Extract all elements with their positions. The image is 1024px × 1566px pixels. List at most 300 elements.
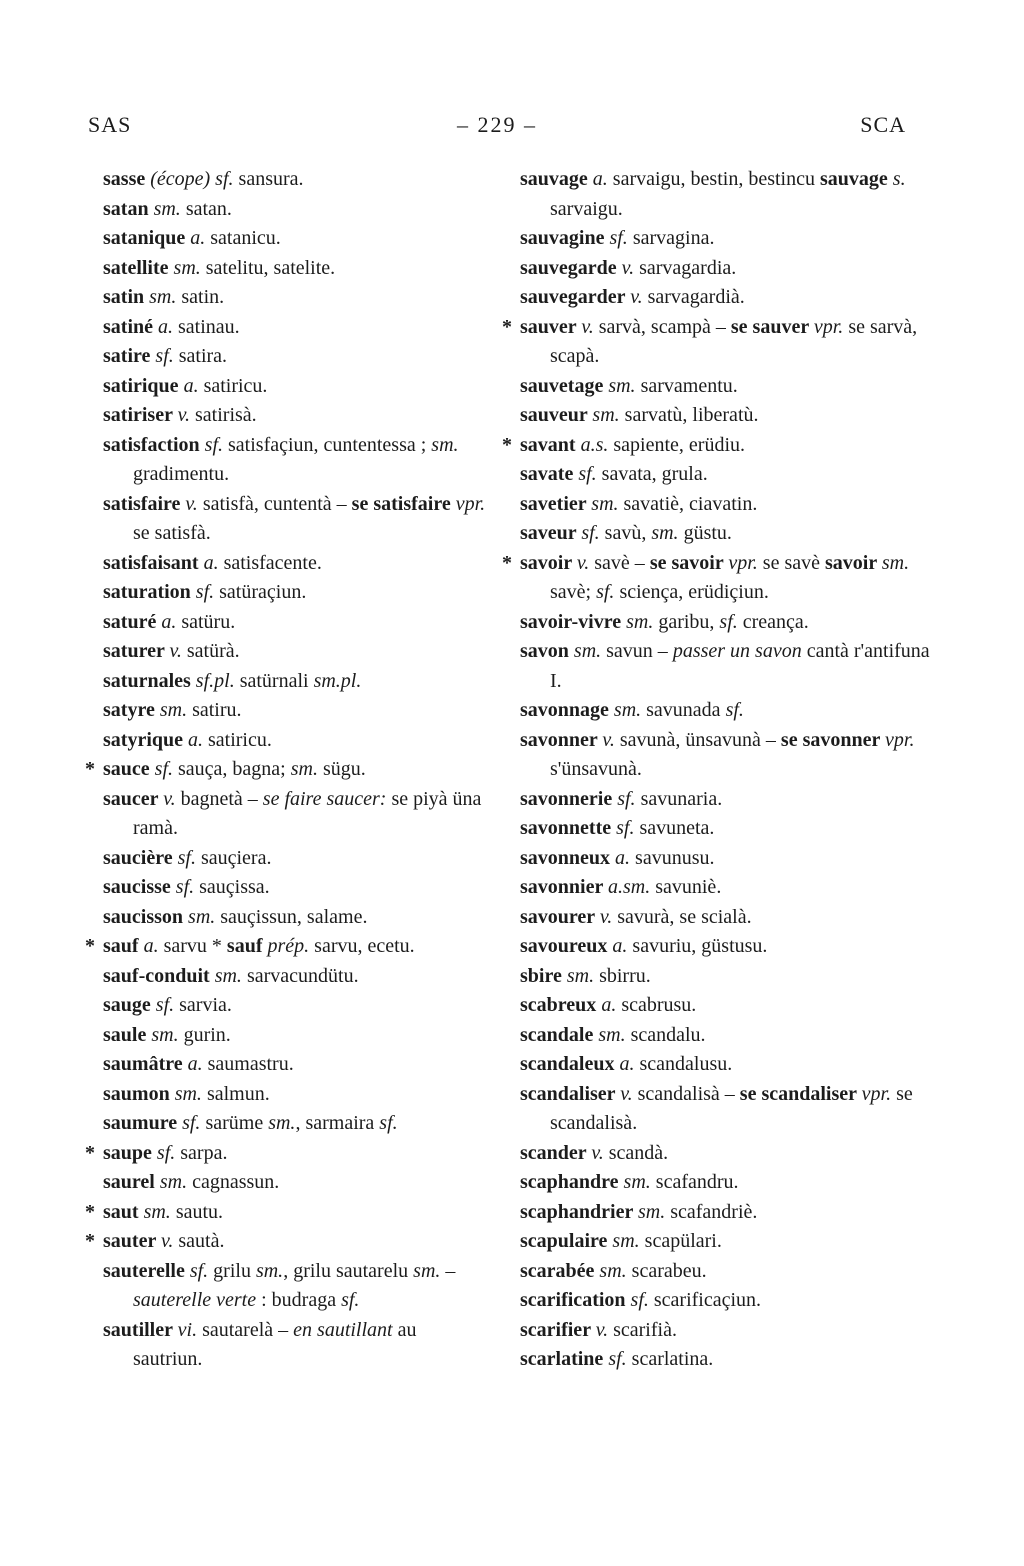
translation-text: sarvu, ecetu. <box>314 935 415 957</box>
grammar-abbr: sf. <box>204 433 229 456</box>
dictionary-entry <box>520 903 942 933</box>
translation-text: sarvagina. <box>632 227 715 249</box>
translation-text: satirisà. <box>195 404 257 426</box>
translation-text: satinau. <box>178 315 240 338</box>
dictionary-entry <box>85 755 488 785</box>
dictionary-entry <box>520 1286 942 1316</box>
dictionary-entry <box>520 873 942 903</box>
dictionary-entry <box>502 313 942 372</box>
translation-text: savata, grula. <box>601 463 708 485</box>
star-marker: * <box>502 551 512 574</box>
dictionary-entry <box>103 1021 488 1051</box>
translation-text: savè; <box>550 581 597 603</box>
headword: savoir <box>824 551 882 574</box>
grammar-abbr: vpr. <box>885 728 915 751</box>
translation-text: scarifià. <box>613 1318 677 1341</box>
translation-text: sauçissa. <box>199 876 270 898</box>
dictionary-entry <box>103 283 488 313</box>
dictionary-entry <box>103 608 488 638</box>
grammar-abbr: sm. <box>159 699 193 721</box>
translation-text: cantà r'antifuna I. <box>550 640 930 692</box>
column-right <box>502 165 942 1375</box>
grammar-abbr: sm. <box>431 433 459 456</box>
dictionary-entry <box>103 726 488 756</box>
headword: savetier <box>520 492 592 515</box>
translation-text: scafandriè. <box>670 1200 758 1223</box>
headword: saturnales <box>103 669 196 692</box>
grammar-abbr: sm.pl. <box>313 669 362 692</box>
headword: scandaliser <box>520 1082 621 1105</box>
grammar-abbr: sf. <box>608 1348 632 1370</box>
translation-text: scabrusu. <box>621 994 697 1016</box>
headword: sauver <box>520 315 582 338</box>
headword: savant <box>520 433 581 456</box>
column-left <box>85 165 488 1375</box>
translation-text: s'ünsavunà. <box>550 758 642 780</box>
grammar-abbr: a. <box>158 315 178 338</box>
translation-text: se sarvà, scapà. <box>550 315 918 367</box>
dictionary-entry <box>103 873 488 903</box>
grammar-abbr: a. <box>592 168 613 190</box>
dictionary-entry <box>520 991 942 1021</box>
dictionary-entry <box>103 667 488 697</box>
dictionary-entry <box>103 637 488 667</box>
translation-text: güstu. <box>683 522 732 544</box>
grammar-abbr: a. <box>612 935 633 957</box>
headword: satellite <box>103 256 174 279</box>
star-marker: * <box>502 433 512 456</box>
dictionary-entry <box>103 785 488 844</box>
grammar-abbr: v. <box>169 640 187 662</box>
dictionary-entry <box>520 283 942 313</box>
translation-text: se piyà üna ramà. <box>133 787 482 839</box>
dictionary-entry <box>103 991 488 1021</box>
dictionary-entry <box>502 549 942 608</box>
headword: scarifier <box>520 1318 596 1341</box>
dictionary-entry <box>520 1345 942 1375</box>
dictionary-entry <box>85 1198 488 1228</box>
dictionary-entry <box>103 224 488 254</box>
translation-text: savù, <box>604 522 652 544</box>
translation-text: scarabeu. <box>631 1259 707 1282</box>
translation-text: satiricu. <box>208 728 272 751</box>
translation-text: savuniè. <box>655 876 722 898</box>
dictionary-entry <box>85 1139 488 1169</box>
grammar-abbr: sm. <box>881 551 910 574</box>
translation-text: scandà. <box>608 1141 669 1164</box>
grammar-abbr: a.sm. <box>607 876 656 898</box>
translation-text: sarvamentu. <box>640 374 738 397</box>
translation-text: sciença, erüdiçiun. <box>619 581 769 603</box>
headword: saturé <box>103 610 162 633</box>
grammar-abbr: sm. <box>268 1112 296 1134</box>
header-right-guideword: SCA <box>860 112 906 137</box>
grammar-abbr: v. <box>620 1082 638 1105</box>
translation-text: sautà. <box>178 1230 225 1252</box>
translation-text: gradimentu. <box>133 463 230 485</box>
grammar-abbr: v. <box>630 286 648 308</box>
dictionary-entry <box>103 903 488 933</box>
translation-text: sarvà, scampà – <box>598 315 731 338</box>
text-columns <box>85 165 942 1375</box>
headword: savonnage <box>520 699 614 721</box>
dictionary-entry <box>103 1109 488 1139</box>
grammar-abbr: a. <box>143 935 164 957</box>
translation-text: salmun. <box>206 1082 270 1105</box>
translation-text: satisfà, cuntentà – <box>202 492 352 515</box>
grammar-abbr: sf. <box>630 1289 654 1311</box>
dictionary-entry <box>520 1198 942 1228</box>
headword: saucière <box>103 846 178 869</box>
translation-text: savunusu. <box>635 846 715 869</box>
dictionary-entry <box>520 1139 942 1169</box>
dictionary-entry <box>103 372 488 402</box>
grammar-abbr: s. <box>892 168 906 190</box>
translation-text: sarvagardià. <box>647 286 745 308</box>
translation-text: sarpa. <box>180 1141 228 1164</box>
grammar-abbr: sf. <box>617 787 641 810</box>
grammar-abbr: sm. <box>573 640 607 662</box>
grammar-abbr: v. <box>602 728 620 751</box>
dictionary-entry <box>103 578 488 608</box>
dictionary-entry <box>103 696 488 726</box>
translation-text: sapiente, erüdiu. <box>613 433 745 456</box>
grammar-abbr: a. <box>619 1053 640 1075</box>
grammar-abbr: sm. <box>149 286 182 308</box>
grammar-abbr: v. <box>177 404 196 426</box>
headword: scabreux <box>520 994 602 1016</box>
translation-text: sauçiera. <box>200 846 272 869</box>
headword: satin <box>103 286 150 308</box>
grammar-abbr: sf. <box>155 994 180 1016</box>
headword: satisfaisant <box>103 551 204 574</box>
grammar-abbr: a. <box>188 728 208 751</box>
grammar-abbr: v. <box>185 492 203 515</box>
dictionary-entry <box>103 1080 488 1110</box>
translation-text: satürnali <box>239 669 314 692</box>
dictionary-entry <box>103 165 488 195</box>
translation-text: sautarelà – <box>202 1318 294 1341</box>
grammar-abbr: a. <box>615 846 636 869</box>
headword: satan <box>103 197 154 220</box>
dictionary-entry <box>520 490 942 520</box>
grammar-abbr: sf. <box>175 876 200 898</box>
translation-text: sarvatù, liberatù. <box>624 404 759 426</box>
translation-text: sarvaigu, bestin, bestincu <box>612 168 820 190</box>
grammar-abbr: (écope) sf. <box>150 168 239 190</box>
translation-text: sbirru. <box>599 964 651 987</box>
translation-text: satisfacente. <box>223 551 322 574</box>
dictionary-entry <box>520 1021 942 1051</box>
grammar-abbr: sm. <box>255 1259 284 1282</box>
translation-text: , grilu sautarelu <box>283 1259 414 1282</box>
grammar-abbr: sf. <box>725 699 744 721</box>
translation-text: creança. <box>742 610 809 633</box>
grammar-abbr: sf. <box>156 1141 181 1164</box>
translation-text: satan. <box>185 197 232 220</box>
headword: scarabée <box>520 1259 600 1282</box>
grammar-abbr: sm. <box>598 1023 631 1046</box>
grammar-abbr: sm. <box>612 1230 645 1252</box>
headword: saurel <box>103 1171 160 1193</box>
translation-text: savunaria. <box>640 787 723 810</box>
dictionary-entry <box>103 844 488 874</box>
headword: savoir-vivre <box>520 610 627 633</box>
grammar-abbr: sm. <box>566 964 600 987</box>
grammar-abbr: vpr. <box>861 1082 897 1105</box>
headword: sauvetage <box>520 374 609 397</box>
headword: sauge <box>103 994 156 1016</box>
dictionary-entry <box>520 932 942 962</box>
translation-text: se savè <box>762 551 825 574</box>
grammar-abbr: sf. <box>182 1112 206 1134</box>
grammar-abbr: sm. <box>413 1259 441 1282</box>
headword: satisfaction <box>103 433 205 456</box>
headword: sauvegarde <box>520 256 622 279</box>
dictionary-entry <box>520 608 942 638</box>
grammar-abbr: vpr. <box>728 551 763 574</box>
grammar-abbr: v. <box>581 315 599 338</box>
grammar-abbr: sf. <box>719 610 743 633</box>
dictionary-entry <box>520 785 942 815</box>
translation-text: sauça, bagna; <box>178 758 291 780</box>
headword: sauvage <box>520 168 593 190</box>
headword: savoir <box>520 551 577 574</box>
headword: saut <box>103 1200 144 1223</box>
translation-text: scandalisà – <box>637 1082 740 1105</box>
dictionary-entry <box>520 1227 942 1257</box>
headword: sauf <box>103 935 144 957</box>
headword: scarlatine <box>520 1348 609 1370</box>
grammar-abbr: sm. <box>591 492 624 515</box>
dictionary-entry <box>103 1050 488 1080</box>
dictionary-entry <box>103 254 488 284</box>
headword: sauce <box>103 758 155 780</box>
dictionary-entry <box>520 844 942 874</box>
headword: sauvegarder <box>520 286 631 308</box>
dictionary-entry <box>520 1080 942 1139</box>
grammar-abbr: v. <box>599 905 618 928</box>
headword: saucisse <box>103 876 176 898</box>
grammar-abbr: a. <box>183 374 204 397</box>
translation-text: cagnassun. <box>192 1171 280 1193</box>
headword: savonner <box>520 728 603 751</box>
grammar-abbr: en sautillant <box>293 1318 398 1341</box>
grammar-abbr: v. <box>163 787 181 810</box>
headword: sbire <box>520 964 567 987</box>
headword: sauveur <box>520 404 593 426</box>
grammar-abbr: sm. <box>651 522 684 544</box>
grammar-abbr: sm. <box>214 964 247 987</box>
dictionary-entry <box>103 962 488 992</box>
dictionary-entry <box>520 165 942 224</box>
grammar-abbr: prép. <box>267 935 315 957</box>
translation-text: sautu. <box>175 1200 224 1223</box>
grammar-abbr: sm. <box>592 404 625 426</box>
grammar-abbr: sm. <box>290 758 323 780</box>
headword: satyre <box>103 699 160 721</box>
headword: saturation <box>103 581 196 603</box>
translation-text: scapülari. <box>644 1230 722 1252</box>
headword: savourer <box>520 905 600 928</box>
headword: savonnier <box>520 876 608 898</box>
grammar-abbr: v. <box>591 1141 609 1164</box>
headword: scaphandrier <box>520 1200 638 1223</box>
dictionary-entry <box>103 431 488 490</box>
star-marker: * <box>502 315 512 338</box>
star-marker: * <box>85 1200 95 1223</box>
dictionary-entry <box>520 254 942 284</box>
grammar-abbr: sm. <box>188 905 221 928</box>
headword: sauvage <box>819 168 893 190</box>
translation-text: sansura. <box>238 168 304 190</box>
translation-text: sarvaigu. <box>550 197 623 220</box>
dictionary-entry <box>85 1227 488 1257</box>
headword: sauf <box>226 935 268 957</box>
translation-text: sarvu * <box>163 935 227 957</box>
translation-text: savatiè, ciavatin. <box>623 492 758 515</box>
grammar-abbr: sauterelle verte <box>133 1289 262 1311</box>
headword: scaphandre <box>520 1171 624 1193</box>
headword: sauter <box>103 1230 161 1252</box>
translation-text: savuriu, güstusu. <box>632 935 768 957</box>
grammar-abbr: sf. <box>189 1259 214 1282</box>
headword: se savoir <box>649 551 729 574</box>
star-marker: * <box>85 1230 95 1252</box>
headword: sautiller <box>103 1318 178 1341</box>
translation-text: satira. <box>178 345 228 367</box>
headword: savate <box>520 463 579 485</box>
translation-text: gurin. <box>183 1023 231 1046</box>
dictionary-entry <box>103 1316 488 1375</box>
translation-text: satanicu. <box>210 227 281 249</box>
headword: savonnerie <box>520 787 618 810</box>
dictionary-entry <box>103 1168 488 1198</box>
headword: scandale <box>520 1023 599 1046</box>
grammar-abbr: sf. <box>581 522 605 544</box>
headword: savonneux <box>520 846 616 869</box>
dictionary-entry <box>103 401 488 431</box>
translation-text: sauçissun, salame. <box>220 905 368 928</box>
headword: se scandaliser <box>739 1082 862 1105</box>
translation-text: savè – <box>594 551 650 574</box>
grammar-abbr: sm. <box>143 1200 176 1223</box>
translation-text: saumastru. <box>207 1053 294 1075</box>
headword: saumon <box>103 1082 175 1105</box>
grammar-abbr: se faire saucer: <box>262 787 392 810</box>
headword: satiriser <box>103 404 178 426</box>
header-left-guideword: SAS <box>88 112 132 137</box>
grammar-abbr: sf. <box>195 581 220 603</box>
dictionary-entry <box>520 1168 942 1198</box>
headword: sauvagine <box>520 227 610 249</box>
dictionary-entry <box>520 1316 942 1346</box>
headword: sauf-conduit <box>103 964 215 987</box>
dictionary-entry <box>103 195 488 225</box>
headword: saule <box>103 1023 152 1046</box>
dictionary-entry <box>103 1257 488 1316</box>
translation-text: satiru. <box>192 699 242 721</box>
translation-text: , sarmaira <box>295 1112 380 1134</box>
dictionary-entry <box>520 726 942 785</box>
translation-text: satüraçiun. <box>219 581 307 603</box>
translation-text: savurà, se scialà. <box>617 905 752 928</box>
headword: saupe <box>103 1141 157 1164</box>
star-marker: * <box>85 1141 95 1164</box>
grammar-abbr: a. <box>161 610 182 633</box>
dictionary-entry <box>520 372 942 402</box>
dictionary-entry <box>103 342 488 372</box>
grammar-abbr: sf. <box>155 345 179 367</box>
translation-text: satelitu, satelite. <box>205 256 336 279</box>
grammar-abbr: v. <box>595 1318 614 1341</box>
dictionary-entry <box>85 932 488 962</box>
headword: se satisfaire <box>351 492 456 515</box>
translation-text: satin. <box>181 286 225 308</box>
translation-text: savunà, ünsavunà – <box>619 728 781 751</box>
translation-text: satüru. <box>181 610 236 633</box>
translation-text: satiricu. <box>203 374 268 397</box>
grammar-abbr: sf. <box>341 1289 360 1311</box>
dictionary-entry <box>502 431 942 461</box>
headword: saveur <box>520 522 582 544</box>
grammar-abbr: a. <box>190 227 211 249</box>
headword: sasse <box>103 168 151 190</box>
headword: satirique <box>103 374 184 397</box>
grammar-abbr: sm. <box>613 699 647 721</box>
translation-text: grilu <box>213 1259 256 1282</box>
dictionary-entry <box>520 1050 942 1080</box>
headword: saumâtre <box>103 1053 188 1075</box>
dictionary-entry <box>520 1257 942 1287</box>
headword: se sauver <box>730 315 814 338</box>
translation-text: sügu. <box>322 758 366 780</box>
headword: savoureux <box>520 935 613 957</box>
page-number: – 229 – <box>457 112 537 137</box>
translation-text: satürà. <box>186 640 240 662</box>
dictionary-entry <box>103 549 488 579</box>
dictionary-entry <box>520 519 942 549</box>
translation-text: au sautriun. <box>133 1318 417 1370</box>
grammar-abbr: sm. <box>174 1082 207 1105</box>
headword: saucisson <box>103 905 189 928</box>
headword: se savonner <box>780 728 885 751</box>
headword: satisfaire <box>103 492 186 515</box>
grammar-abbr: sm. <box>626 610 659 633</box>
grammar-abbr: sf. <box>379 1112 398 1134</box>
translation-text: sarüme <box>205 1112 269 1134</box>
grammar-abbr: passer un savon <box>672 640 807 662</box>
translation-text: sarvacundütu. <box>246 964 359 987</box>
headword: scapulaire <box>520 1230 613 1252</box>
grammar-abbr: sf.pl. <box>195 669 240 692</box>
headword: savon <box>520 640 574 662</box>
grammar-abbr: sm. <box>159 1171 193 1193</box>
translation-text: – <box>440 1259 456 1282</box>
dictionary-entry <box>520 401 942 431</box>
translation-text: scandalusu. <box>639 1053 733 1075</box>
translation-text: scandalu. <box>630 1023 706 1046</box>
grammar-abbr: sm. <box>599 1259 632 1282</box>
grammar-abbr: a. <box>187 1053 208 1075</box>
headword: savonnette <box>520 817 617 839</box>
translation-text: : budraga <box>261 1289 342 1311</box>
dictionary-entry <box>520 224 942 254</box>
grammar-abbr: v. <box>576 551 595 574</box>
headword: satyrique <box>103 728 188 751</box>
dictionary-entry <box>520 696 942 726</box>
star-marker: * <box>85 758 95 780</box>
